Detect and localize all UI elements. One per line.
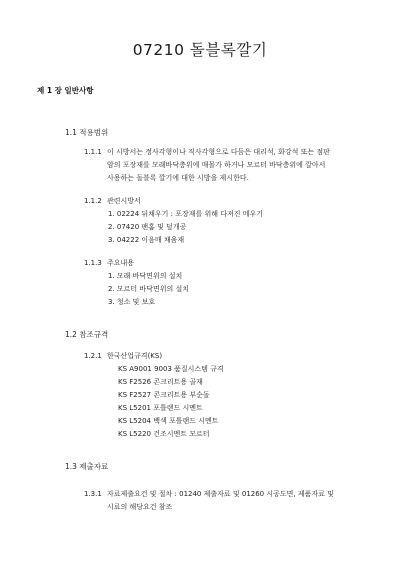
standard-item: KS L5220 건조시멘트 모르터 — [118, 430, 210, 438]
standard-item: KS A9001 9003 품질시스템 규격 — [118, 365, 224, 373]
clause-number-1-1-2: 1.1.2 — [84, 197, 102, 205]
clause-line: 이 시방서는 정사각형이나 직사각형으로 다듬은 대리석, 화강석 또는 점판 — [107, 148, 330, 156]
section-heading-1-3: 1.3 제출자료 — [65, 462, 109, 471]
standard-item: KS F2527 콘크리트용 부순돌 — [118, 391, 210, 399]
list-item: 3. 04222 이음매 채움재 — [108, 236, 185, 244]
clause-number-1-1-1: 1.1.1 — [84, 148, 102, 156]
clause-heading: 주요내용 — [107, 259, 135, 267]
page-title: 07210 돌블록깔기 — [132, 41, 268, 59]
standard-item: KS L5204 백색 포틀랜드 시멘트 — [118, 417, 219, 425]
clause-number-1-2-1: 1.2.1 — [84, 352, 102, 360]
section-heading-1-2: 1.2 참조규격 — [65, 330, 109, 339]
standard-item: KS L5201 포틀랜드 시멘트 — [118, 404, 203, 412]
list-item: 1. 모래 바닥면위의 설치 — [108, 272, 183, 280]
list-item: 2. 07420 팬홈 및 덮개공 — [108, 223, 187, 231]
list-item: 1. 02224 뒤채우기 : 포장재를 위해 다져진 메우기 — [108, 210, 264, 218]
clause-heading: 관련시방서 — [107, 197, 141, 205]
list-item: 3. 청소 및 보호 — [108, 298, 156, 306]
clause-number-1-1-3: 1.1.3 — [84, 259, 102, 267]
clause-heading: 한국산업규격(KS) — [107, 352, 163, 360]
chapter-heading: 제 1 장 일반사항 — [37, 86, 94, 95]
list-item: 2. 모르터 바닥면위의 설치 — [108, 285, 189, 293]
standard-item: KS F2526 콘크리트용 골재 — [118, 378, 203, 386]
clause-line: 시료의 해당요건 참조 — [107, 503, 173, 511]
clause-line: 자료제출요건 및 절차 : 01240 제출자료 및 01260 시공도면, 제품자료 및 — [107, 490, 334, 498]
section-heading-1-1: 1.1 적용범위 — [65, 128, 109, 137]
clause-number-1-3-1: 1.3.1 — [84, 490, 102, 498]
clause-line: 암의 포장재를 모래바닥층위에 매몰가 하거나 모르터 바닥층위에 깔아서 — [107, 161, 326, 169]
clause-line: 사용하는 돌블록 깔기에 대한 시방을 제시한다. — [107, 174, 249, 182]
